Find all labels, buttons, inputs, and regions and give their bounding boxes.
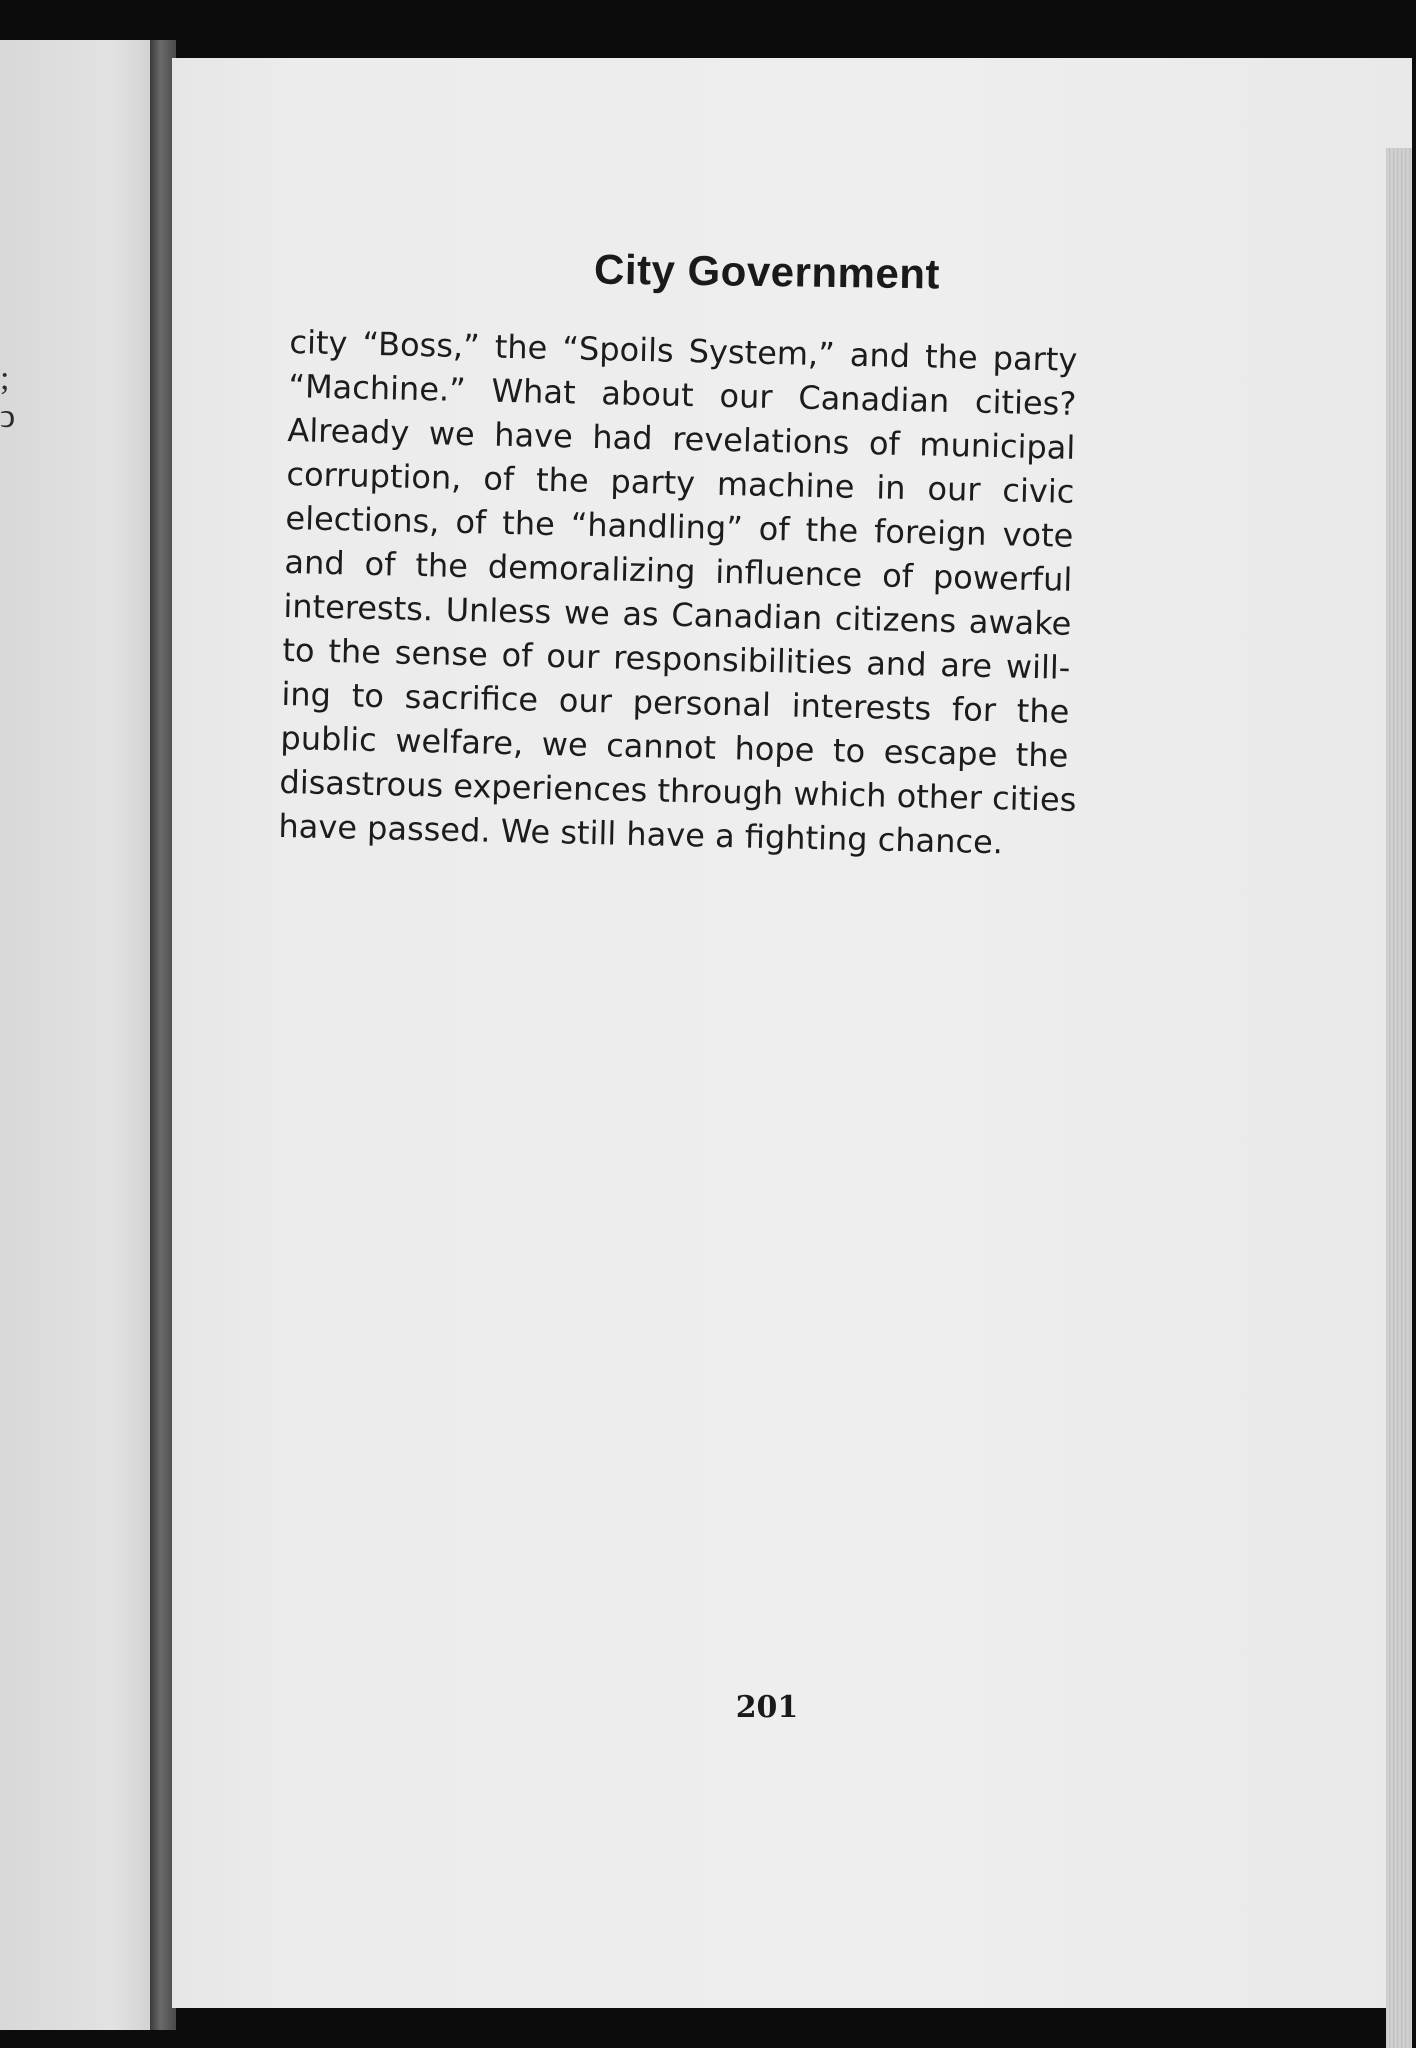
- running-header: City Government: [593, 245, 941, 298]
- text-line: disastrous experiences through which other cities: [279, 762, 1077, 819]
- text-line: interests. Unless we as Canadian citizens awake: [283, 586, 1072, 643]
- text-line: have passed. We still have a fighting chance.: [278, 806, 1004, 862]
- text-line: and of the demoralizing influence of powerful: [284, 542, 1073, 599]
- text-line: Already we have had revelations of municipal: [287, 410, 1076, 467]
- text-line: to the sense of our responsibilities and are will-: [282, 630, 1071, 687]
- text-line: public welfare, we cannot hope to escape the: [280, 718, 1069, 775]
- text-line: city “Boss,” the “Spoils System,” and the party: [289, 322, 1078, 379]
- text-line: ing to sacrifice our personal interests for the: [281, 674, 1070, 731]
- page-edges: [1386, 148, 1412, 2048]
- margin-mark: ;: [0, 360, 10, 397]
- margin-mark: ↄ: [0, 398, 16, 435]
- text-line: “Machine.” What about our Canadian cities?: [288, 366, 1077, 423]
- facing-page-margin-text: [0, 360, 20, 436]
- body-paragraph: [278, 320, 1078, 866]
- text-line: corruption, of the party machine in our civic: [286, 454, 1075, 511]
- facing-page-left: [0, 40, 160, 2030]
- text-line: elections, of the “handling” of the foreign vote: [285, 498, 1074, 555]
- book-page: [172, 58, 1412, 2008]
- page-number: 201: [735, 1690, 799, 1725]
